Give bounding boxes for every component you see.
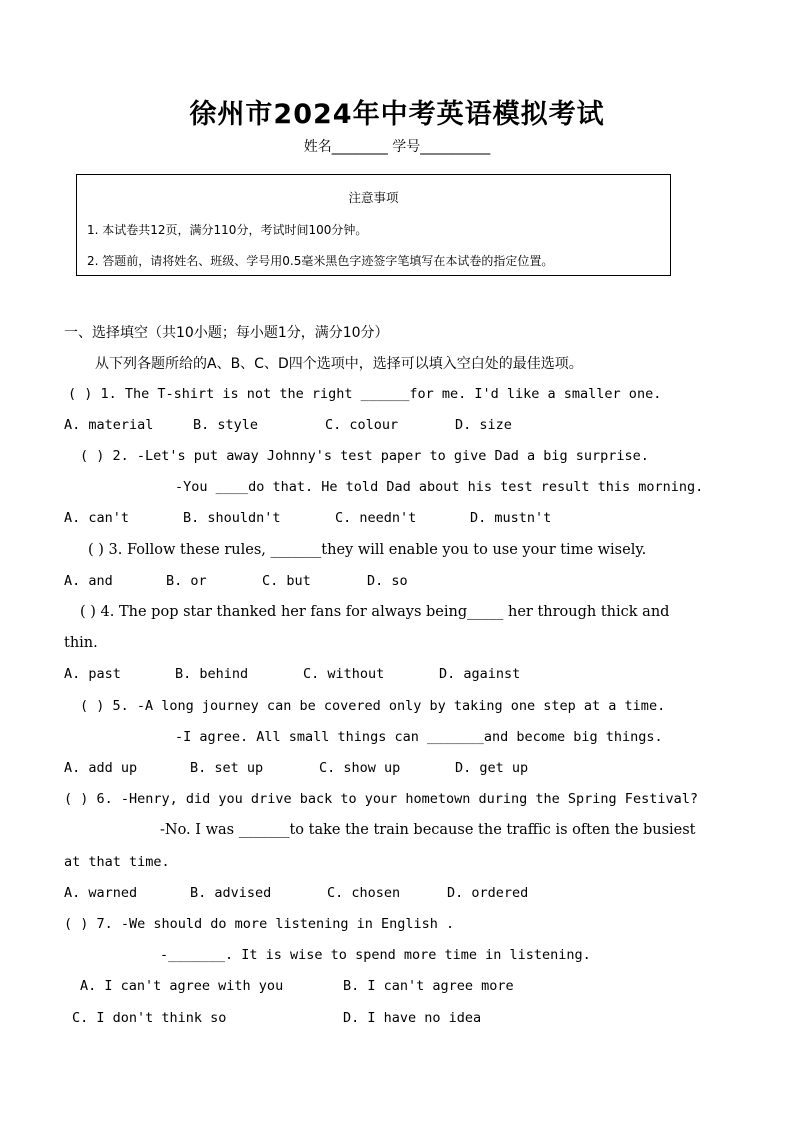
q1-option-d: D. size	[455, 417, 512, 433]
q7-option-b: B. I can't agree more	[343, 978, 514, 994]
question-6-line3: at that time.	[64, 854, 170, 870]
question-3-stem: ( ) 3. Follow these rules, _______they will enable you to use your time wisely.	[88, 542, 647, 558]
question-6-stem: ( ) 6. -Henry, did you drive back to your hometown during the Spring Festival?	[64, 791, 698, 807]
question-5-stem: ( ) 5. -A long journey can be covered only by taking one step at a time.	[80, 698, 666, 714]
section-instruction: 从下列各题所给的A、B、C、D四个选项中，选择可以填入空白处的最佳选项。	[95, 356, 583, 372]
q5-option-a: A. add up	[64, 760, 138, 776]
q3-option-b: B. or	[166, 573, 207, 589]
q3-option-c: C. but	[262, 573, 311, 589]
q4-option-c: C. without	[303, 666, 385, 682]
q7-option-c: C. I don't think so	[72, 1010, 227, 1026]
question-1-stem: ( ) 1. The T-shirt is not the right ______for me. I'd like a smaller one.	[68, 386, 662, 402]
notice-title: 注意事项	[348, 190, 399, 205]
q4-option-d: D. against	[439, 666, 521, 682]
question-2-stem: ( ) 2. -Let's put away Johnny's test paper to give Dad a big surprise.	[80, 448, 649, 464]
q1-option-a: A. material	[64, 417, 154, 433]
notice-item: 2. 答题前，请将姓名、班级、学号用0.5毫米黑色字迹签字笔填写在本试卷的指定位置。	[87, 254, 554, 268]
question-6-line2: -No. I was _______to take the train because the traffic is often the busiest	[160, 822, 696, 838]
q5-option-c: C. show up	[319, 760, 401, 776]
question-2-line2: -You ____do that. He told Dad about his test result this morning.	[175, 479, 704, 495]
question-5-line2: -I agree. All small things can _______and become big things.	[175, 729, 663, 745]
question-4-stem: ( ) 4. The pop star thanked her fans for always being_____ her through thick and	[80, 604, 670, 620]
q1-option-b: B. style	[193, 417, 259, 433]
q6-option-b: B. advised	[190, 885, 272, 901]
question-7-line2: -_______. It is wise to spend more time in listening.	[160, 947, 591, 963]
exam-title: 徐州市2024年中考英语模拟考试	[189, 99, 605, 130]
q3-option-a: A. and	[64, 573, 113, 589]
notice-item: 1. 本试卷共12页，满分110分，考试时间100分钟。	[87, 223, 368, 237]
q2-option-c: C. needn't	[335, 510, 417, 526]
section-heading: 一、选择填空（共10小题；每小题1分，满分10分）	[64, 325, 389, 341]
q1-option-c: C. colour	[325, 417, 399, 433]
question-4-line2: thin.	[64, 635, 98, 651]
q2-option-a: A. can't	[64, 510, 130, 526]
q6-option-c: C. chosen	[327, 885, 401, 901]
q7-option-a: A. I can't agree with you	[80, 978, 284, 994]
question-7-stem: ( ) 7. -We should do more listening in English .	[64, 916, 455, 932]
q4-option-b: B. behind	[175, 666, 249, 682]
q5-option-b: B. set up	[190, 760, 264, 776]
q6-option-a: A. warned	[64, 885, 138, 901]
q3-option-d: D. so	[367, 573, 408, 589]
q2-option-d: D. mustn't	[470, 510, 552, 526]
q6-option-d: D. ordered	[447, 885, 529, 901]
q2-option-b: B. shouldn't	[183, 510, 281, 526]
q7-option-d: D. I have no idea	[343, 1010, 482, 1026]
q5-option-d: D. get up	[455, 760, 529, 776]
notice-box	[76, 174, 671, 276]
q4-option-a: A. past	[64, 666, 121, 682]
name-id-line: 姓名________ 学号__________	[303, 139, 491, 155]
